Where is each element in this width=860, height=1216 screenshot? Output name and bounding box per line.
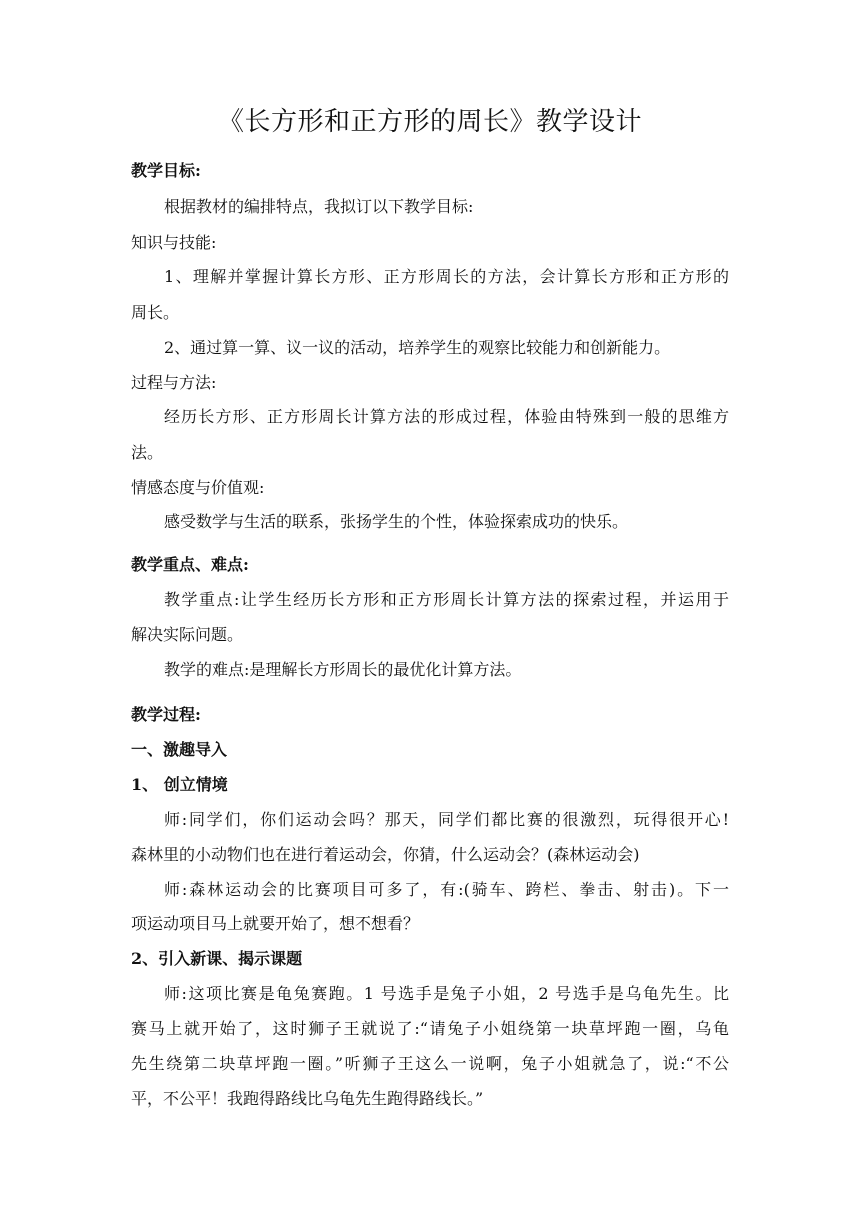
emotion-label: 情感态度与价值观:: [131, 478, 265, 497]
keypoints-heading: 教学重点、难点:: [131, 555, 249, 574]
paragraph-2-line-1: 师:森林运动会的比赛项目可多了，有:(骑车、跨栏、拳击、射击)。下一: [164, 880, 729, 899]
section-1-heading: 一、激趣导入: [131, 740, 228, 759]
goals-heading: 教学目标:: [131, 161, 201, 180]
process-line-2: 法。: [131, 443, 164, 462]
paragraph-3-line-2: 赛马上就开始了，这时狮子王就说了:“请兔子小姐绕第一块草坪跑一圈，乌龟: [131, 1019, 729, 1038]
paragraph-3-line-1: 师:这项比赛是龟兔赛跑。1 号选手是兔子小姐，2 号选手是乌龟先生。比: [164, 984, 729, 1003]
paragraph-3-line-4: 平，不公平！我跑得路线比乌龟先生跑得路线长。”: [131, 1089, 484, 1108]
procedure-heading: 教学过程:: [131, 705, 201, 724]
knowledge-item-1-line-2: 周长。: [131, 303, 180, 322]
emotion-text: 感受数学与生活的联系，张扬学生的个性，体验探索成功的快乐。: [164, 512, 629, 531]
knowledge-label: 知识与技能:: [131, 233, 217, 252]
document-title: 《长方形和正方形的周长》教学设计: [217, 107, 642, 137]
knowledge-item-1-line-1: 1、理解并掌握计算长方形、正方形周长的方法，会计算长方形和正方形的: [164, 267, 729, 286]
paragraph-3-line-3: 先生绕第二块草坪跑一圈。”听狮子王这么一说啊，兔子小姐就急了，说:“不公: [131, 1054, 729, 1073]
subsection-2-heading: 2、引入新课、揭示课题: [131, 949, 303, 968]
key-point-line-1: 教学重点:让学生经历长方形和正方形周长计算方法的探索过程，并运用于: [164, 590, 729, 609]
process-label: 过程与方法:: [131, 373, 217, 392]
key-point-line-2: 解决实际问题。: [131, 625, 244, 644]
paragraph-1-line-2: 森林里的小动物们也在进行着运动会，你猜，什么运动会？(森林运动会): [131, 845, 640, 864]
paragraph-2-line-2: 项运动项目马上就要开始了，想不想看？: [131, 914, 420, 933]
difficulty-text: 教学的难点:是理解长方形周长的最优化计算方法。: [164, 660, 522, 679]
knowledge-item-2: 2、通过算一算、议一议的活动，培养学生的观察比较能力和创新能力。: [164, 338, 671, 357]
subsection-1-heading: 1、 创立情境: [131, 775, 228, 794]
goals-intro: 根据教材的编排特点，我拟订以下教学目标:: [164, 197, 474, 216]
paragraph-1-line-1: 师:同学们，你们运动会吗？那天，同学们都比赛的很激烈，玩得很开心!: [164, 810, 729, 829]
process-line-1: 经历长方形、正方形周长计算方法的形成过程，体验由特殊到一般的思维方: [164, 407, 729, 426]
